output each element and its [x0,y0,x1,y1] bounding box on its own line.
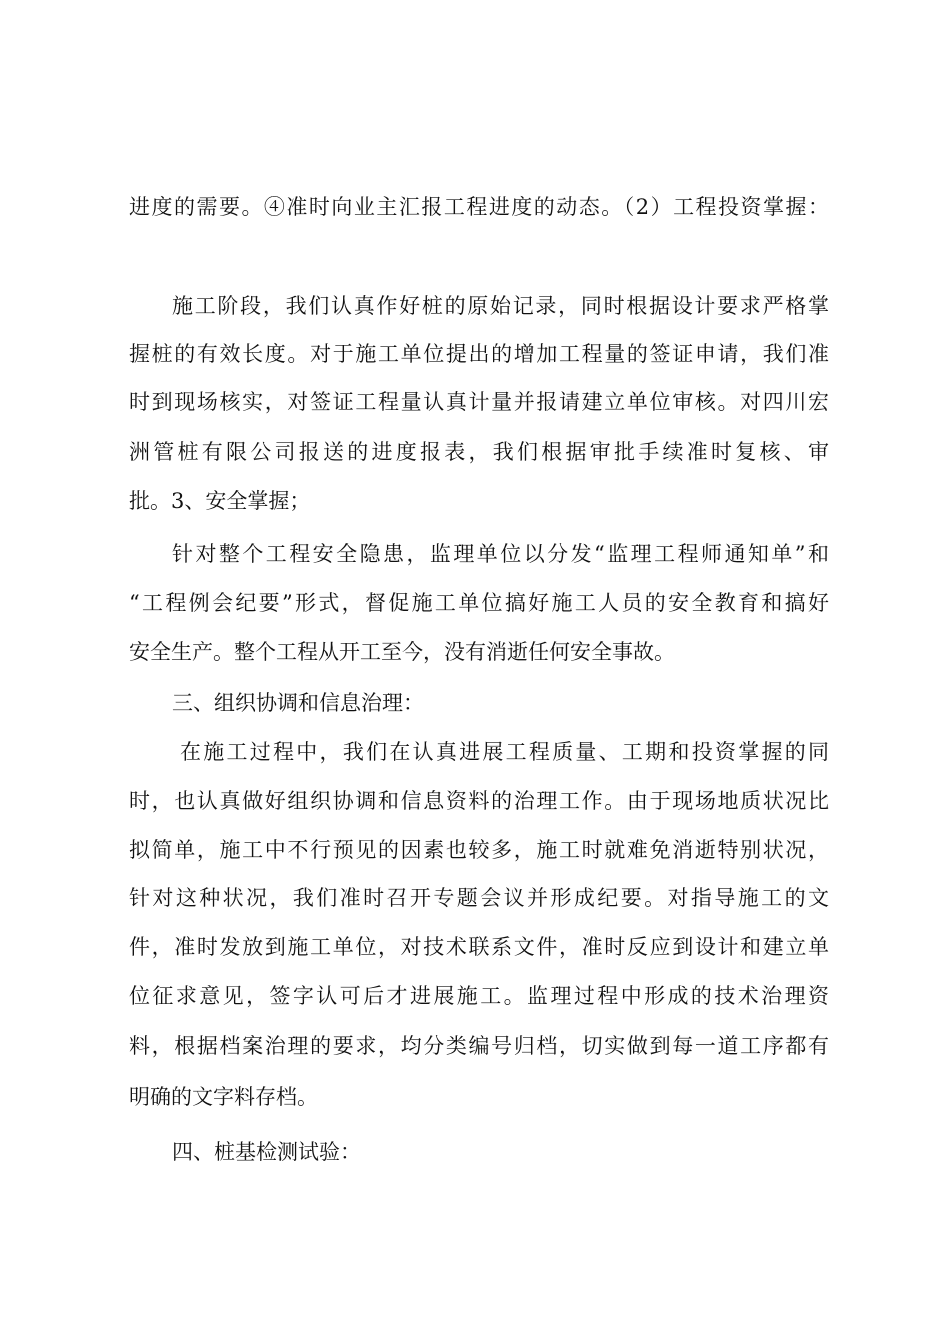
text-line-8: “工程例会纪要”形式，督促施工单位搞好施工人员的安全教育和搞好 [129,591,829,615]
text-line-5: 洲管桩有限公司报送的进度报表，我们根据审批手续准时复核、审 [129,440,829,464]
section-heading-4: 四、桩基检测试验： [172,1140,361,1164]
text-line-7: 针对整个工程安全隐患，监理单位以分发“监理工程师通知单”和 [172,542,829,566]
text-line-13: 拟简单，施工中不行预见的因素也较多，施工时就难免消逝特别状况， [129,838,829,862]
text-line-12: 时，也认真做好组织协调和信息资料的治理工作。由于现场地质状况比 [129,789,829,813]
text-line-11: 在施工过程中，我们在认真进展工程质量、工期和投资掌握的同 [180,740,829,764]
text-line-9: 安全生产。整个工程从开工至今，没有消逝任何安全事故。 [129,640,675,664]
text-line-2: 施工阶段，我们认真作好桩的原始记录，同时根据设计要求严格掌 [172,294,829,318]
text-line-6: 批。3、安全掌握； [129,489,311,513]
text-line-1: 进度的需要。④准时向业主汇报工程进度的动态。（2）工程投资掌握： [129,195,829,219]
text-line-3: 握桩的有效长度。对于施工单位提出的增加工程量的签证申请，我们准 [129,342,829,366]
text-line-16: 位征求意见，签字认可后才进展施工。监理过程中形成的技术治理资 [129,984,829,1008]
text-line-4: 时到现场核实，对签证工程量认真计量并报请建立单位审核。对四川宏 [129,390,829,414]
section-heading-3: 三、组织协调和信息治理： [172,691,424,715]
text-line-18: 明确的文字料存档。 [129,1085,318,1109]
text-line-14: 针对这种状况，我们准时召开专题会议并形成纪要。对指导施工的文 [129,886,829,910]
text-line-15: 件，准时发放到施工单位，对技术联系文件，准时反应到设计和建立单 [129,935,829,959]
text-line-17: 料，根据档案治理的要求，均分类编号归档，切实做到每一道工序都有 [129,1034,829,1058]
